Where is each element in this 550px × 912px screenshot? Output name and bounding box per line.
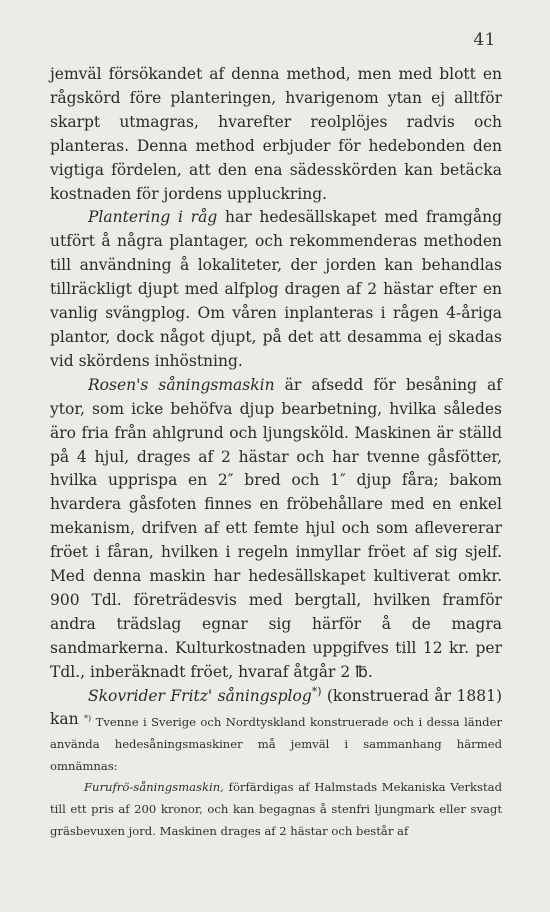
paragraph-3-heading: Rosen's såningsmaskin [88, 375, 275, 394]
paragraph-3 [50, 374, 502, 685]
paragraph-4-heading: Skovrider Fritz' såningsplog [88, 686, 312, 705]
paragraph-4-text: (konstruerad år 1881) kan [50, 686, 503, 729]
footnotes [50, 712, 502, 843]
main-text [50, 63, 502, 732]
paragraph-1 [50, 63, 502, 206]
paragraph-2 [50, 206, 502, 373]
footnote-2-heading: Furufrö-såningsmaskin, [84, 780, 224, 795]
page-number: 41 [473, 30, 496, 50]
footnote-2-text: förfärdigas af Halmstads Mekaniska Verkstad till ett pris af 200 kronor, och kan begagnas å stenfri ljungmark eller svagt gräsbevuxen jord. Maskinen drages af 2 hästar och består af [50, 780, 502, 838]
paragraph-2-text: har hedesällskapet med framgång utfört å några plantager, och rekommenderas methoden till användning å lokaliteter, der jorden kan behandlas tillräckligt djupt med alfplog dragen af 2 hästar efter en vanlig svängplog. Om våren inplanteras i rågen 4-åriga plantor, dock något djupt, på det att desamma ej skadas vid skördens inhöstning. [50, 208, 503, 370]
paragraph-3-text: är afsedd för besåning af ytor, som icke behöfva djup bearbetning, hvilka således äro fria från ahlgrund och ljungsköld. Maskinen är ställd på 4 hjul, drages af 2 hästar och har tvenne gåsfötter, hvilka upprispa en 2″ bred och 1″ djup fåra; bakom hvardera gåsfoten finnes en fröbehållare med en enkel mekanism, drifven af ett femte hjul och som aflevererar fröet i fåran, hvilken i regeln inmyllar fröet af sig sjelf. Med denna maskin har hedesällskapet kultiverat omkr. 900 Tdl. företrädesvis med bergtall, hvilken framför andra trädslag egnar sig härför å de magra sandmarkerna. Kulturkostnaden uppgifves till 12 kr. per Tdl., inberäknadt fröet, hvaraf åtgår 2 ℔. [50, 375, 502, 681]
paragraph-1-text: jemväl försökandet af denna method, men med blott en rågskörd före planteringen, hvarigenom ytan ej alltför skarpt utmagras, hvarefter reolplöjes radvis och planteras. Denna method erbjuder för hedebonden den vigtiga fördelen, att den ena sädesskörden kan betäcka kostnaden för jordens uppluckring. [50, 65, 502, 203]
paragraph-2-heading: Plantering i råg [88, 208, 218, 227]
footnote-1 [50, 712, 502, 777]
footnote-marker: *) [84, 713, 92, 724]
footnote-1-text: Tvenne i Sverige och Nordtyskland konstruerade och i dessa länder använda hedesåningsmaskiner må jemväl i sammanhang härmed omnämnas: [50, 715, 502, 773]
footnote-2 [50, 777, 502, 842]
footnote-reference: *) [311, 684, 322, 698]
